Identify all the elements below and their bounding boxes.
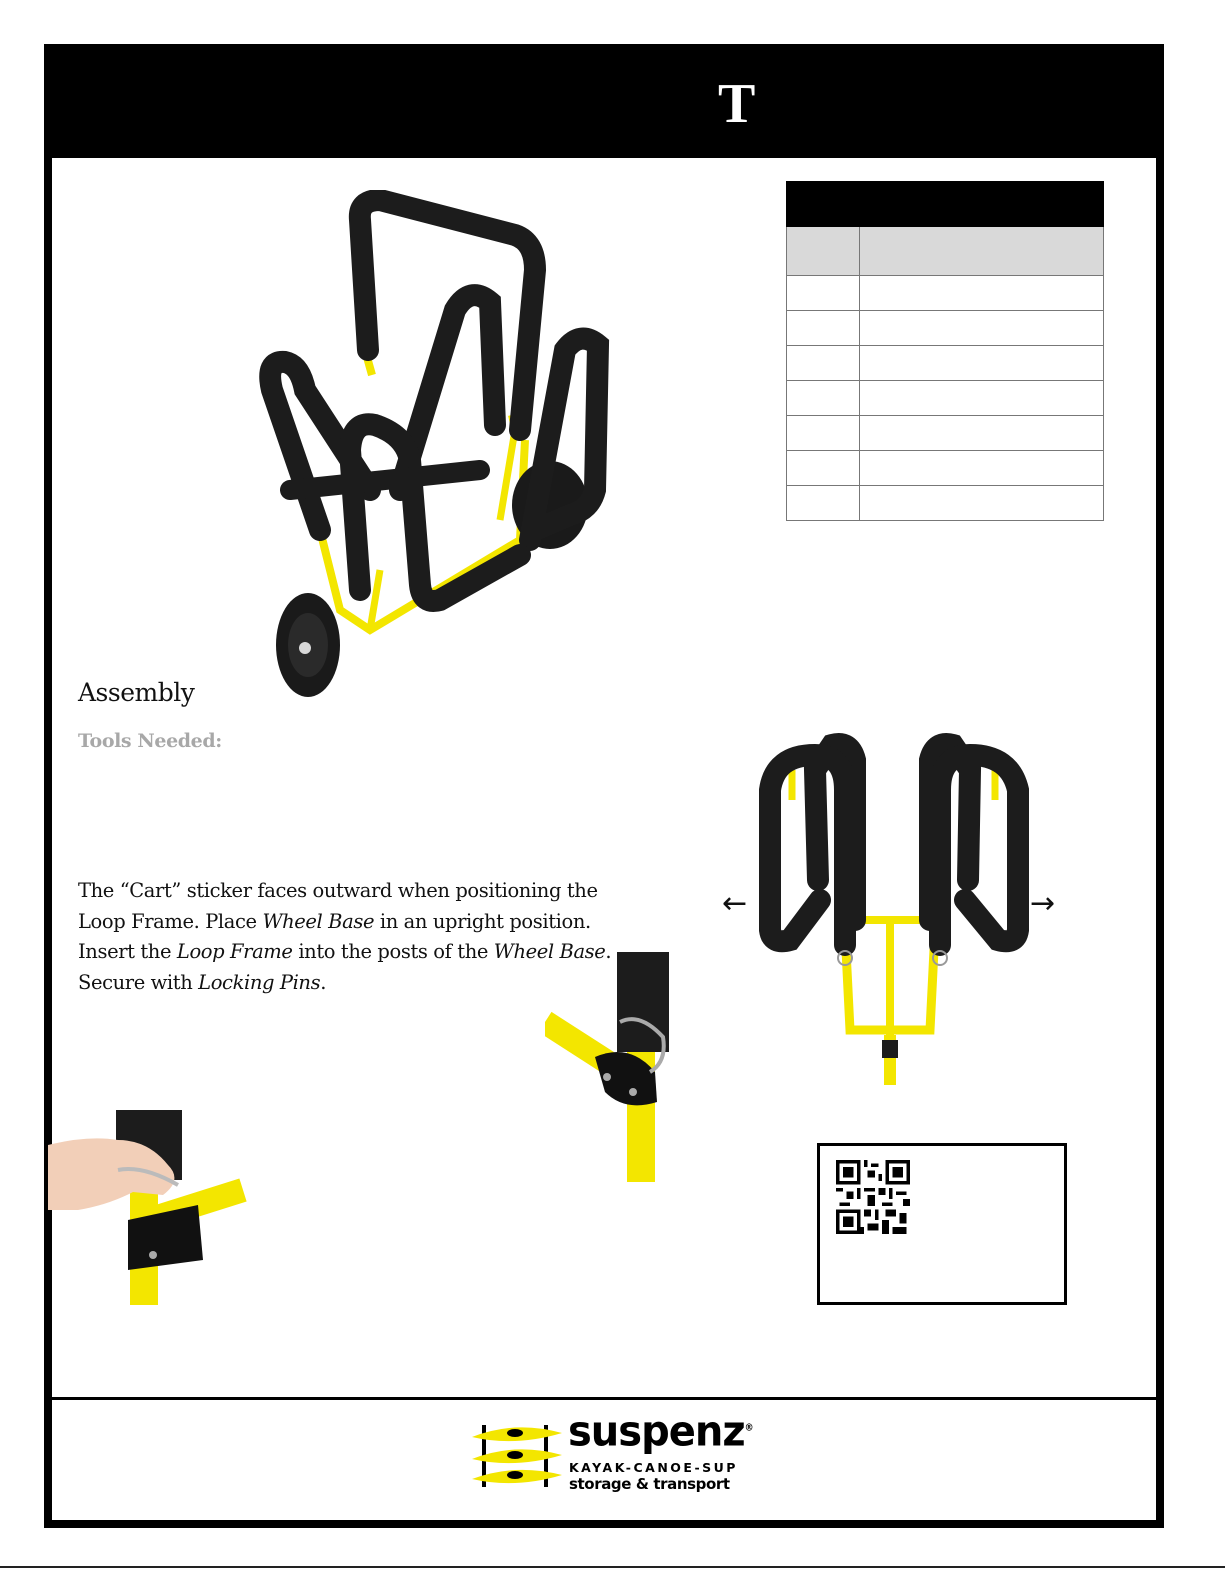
- table-row: [787, 276, 1104, 311]
- table-row: [787, 346, 1104, 381]
- table-row: [787, 486, 1104, 521]
- logo-tagline-storage: storage & transport: [569, 1475, 730, 1493]
- footer-rule: [52, 1397, 1156, 1400]
- page-title: T: [718, 73, 756, 135]
- wheel-base-term: Wheel Base: [493, 940, 606, 963]
- logo-tagline-products: KAYAK-CANOE-SUP: [569, 1460, 738, 1475]
- table-row: [787, 451, 1104, 486]
- table-row: [787, 416, 1104, 451]
- loop-frame-illustration: [750, 730, 1040, 1090]
- assembly-heading: Assembly: [78, 678, 195, 707]
- parts-table-header-row: [787, 227, 1104, 276]
- tools-needed-label: Tools Needed:: [78, 730, 222, 752]
- left-arrow-icon: ←: [722, 886, 748, 921]
- table-row: [787, 381, 1104, 416]
- locking-pins-term: Locking Pins: [198, 970, 321, 994]
- assembly-instructions: The “Cart” sticker faces outward when positioning the Loop Frame. Place Wheel Base in an upright position. Insert the Loop Frame into the posts of the Wheel Base. Secure with Locking Pins.: [78, 879, 612, 994]
- cart-illustration: [250, 190, 630, 710]
- parts-table: [786, 181, 1104, 521]
- page-bottom-line: [0, 1566, 1225, 1568]
- right-arrow-icon: →: [1030, 886, 1056, 921]
- header-band: [44, 44, 1164, 158]
- qr-code-icon[interactable]: [836, 1160, 910, 1234]
- locking-pin-closeup: [545, 952, 670, 1182]
- instruction-line: The “Cart” sticker faces outward when positioning the: [78, 879, 598, 902]
- suspenz-logo: [470, 1407, 753, 1495]
- parts-table-title-row: [787, 182, 1104, 227]
- wheel-base-term: Wheel Base: [262, 909, 375, 933]
- table-row: [787, 311, 1104, 346]
- loop-frame-term: Loop Frame: [176, 940, 293, 963]
- hand-inserting-pin-photo: [48, 1110, 248, 1305]
- logo-wordmark: suspenz®: [568, 1407, 753, 1457]
- qr-code-box: [817, 1143, 1067, 1305]
- logo-kayak-rack-icon: [470, 1415, 565, 1495]
